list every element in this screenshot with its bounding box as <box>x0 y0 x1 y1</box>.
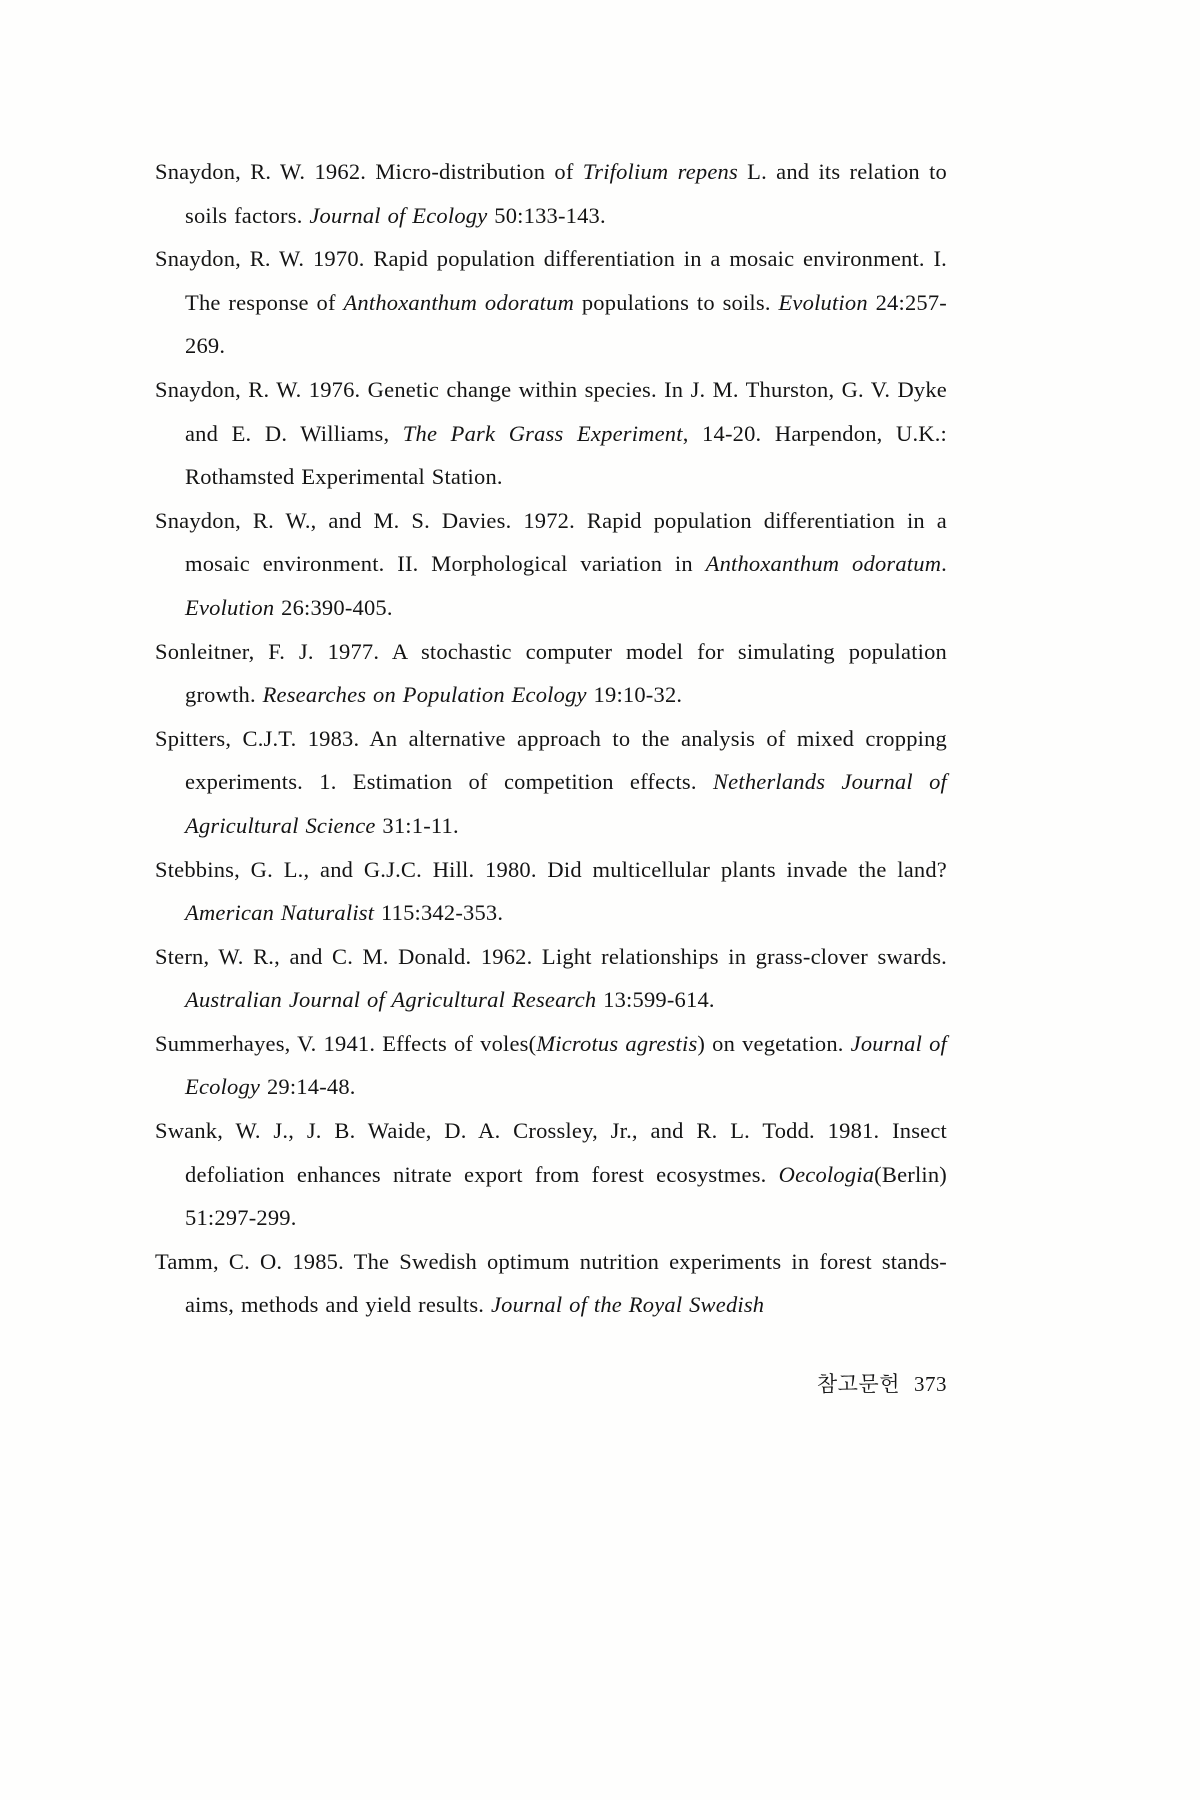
reference-entry <box>155 499 947 630</box>
reference-entry <box>155 935 947 1022</box>
reference-entry <box>155 368 947 499</box>
reference-italic-segment: Evolution <box>185 594 275 620</box>
reference-text-segment: Stebbins, G. L., and G.J.C. Hill. 1980. Did multicellular plants invade the land? <box>155 856 947 882</box>
reference-italic-segment: Microtus agrestis <box>536 1030 698 1056</box>
reference-text-segment: Summerhayes, V. 1941. Effects of voles( <box>155 1030 537 1056</box>
reference-text-segment: . <box>941 551 947 577</box>
reference-italic-segment: American Naturalist <box>185 900 375 926</box>
references-list <box>155 150 947 1327</box>
reference-italic-segment: Anthoxanthum odoratum <box>343 289 575 315</box>
reference-italic-segment: Netherlands Journal of Agricultural Science <box>185 769 947 838</box>
reference-text-segment: ) on vegetation. <box>697 1030 851 1056</box>
reference-italic-segment: Oecologia <box>778 1161 875 1187</box>
page-number: 373 <box>914 1372 947 1396</box>
reference-text-segment: Snaydon, R. W. 1970. Rapid population differentiation in a mosaic environment. I. The response of <box>155 246 947 315</box>
reference-text-segment: Snaydon, R. W. 1976. Genetic change within species. In J. M. Thurston, G. V. Dyke and E. D. Williams, <box>155 376 947 446</box>
reference-italic-segment: Australian Journal of Agricultural Research <box>185 987 597 1013</box>
reference-text-segment: Snaydon, R. W. 1962. Micro-distribution of <box>155 159 583 184</box>
reference-entry <box>155 717 947 848</box>
footer-section-label: 참고문헌 <box>816 1372 900 1396</box>
reference-text-segment: (Berlin) 51:297-299. <box>185 1161 947 1231</box>
reference-italic-segment: Journal of the Royal Swedish <box>490 1292 765 1318</box>
reference-text-segment: 29:14-48. <box>260 1074 356 1100</box>
reference-text-segment: 19:10-32. <box>586 682 683 708</box>
reference-text-segment: 24:257-269. <box>185 289 947 359</box>
reference-italic-segment: Researches on Population Ecology <box>262 682 587 708</box>
reference-entry <box>155 1022 947 1109</box>
reference-entry <box>155 848 947 935</box>
reference-text-segment: 13:599-614. <box>596 987 715 1013</box>
reference-text-segment: 50:133-143. <box>487 202 606 228</box>
reference-text-segment: 115:342-353. <box>374 900 504 926</box>
reference-text-segment: Swank, W. J., J. B. Waide, D. A. Crossley, Jr., and R. L. Todd. 1981. Insect defoliation enhances nitrate export from forest ecosystmes. <box>155 1118 947 1187</box>
reference-italic-segment: Trifolium repens <box>582 159 738 184</box>
reference-entry <box>155 237 947 368</box>
reference-italic-segment: The Park Grass Experiment <box>402 420 683 446</box>
reference-entry <box>155 150 947 237</box>
page-footer <box>0 1368 947 1398</box>
reference-text-segment: Snaydon, R. W., and M. S. Davies. 1972. Rapid population differentiation in a mosaic environment. II. Morphological variation in <box>155 507 947 577</box>
reference-entry <box>155 630 947 717</box>
reference-text-segment: , 14-20. Harpendon, U.K.: Rothamsted Experimental Station. <box>185 420 947 490</box>
reference-entry <box>155 1109 947 1240</box>
reference-italic-segment: Anthoxanthum odoratum <box>705 551 942 577</box>
reference-text-segment: 26:390-405. <box>274 594 393 620</box>
reference-text-segment: Stern, W. R., and C. M. Donald. 1962. Light relationships in grass-clover swards. <box>155 943 947 969</box>
reference-italic-segment: Journal of Ecology <box>185 1030 948 1100</box>
reference-entry <box>155 1240 947 1327</box>
reference-text-segment: populations to soils. <box>574 289 779 315</box>
reference-text-segment: Sonleitner, F. J. 1977. A stochastic computer model for simulating population growth. <box>155 638 947 708</box>
reference-italic-segment: Journal of Ecology <box>309 202 488 228</box>
reference-italic-segment: Evolution <box>778 289 868 315</box>
reference-text-segment: Spitters, C.J.T. 1983. An alternative approach to the analysis of mixed cropping experiments. 1. Estimation of competition effects. <box>155 725 947 795</box>
reference-text-segment: L. and its relation to soils factors. <box>185 159 948 228</box>
reference-text-segment: 31:1-11. <box>375 812 459 838</box>
reference-text-segment: Tamm, C. O. 1985. The Swedish optimum nutrition experiments in forest stands-aims, methods and yield results. <box>155 1248 947 1318</box>
